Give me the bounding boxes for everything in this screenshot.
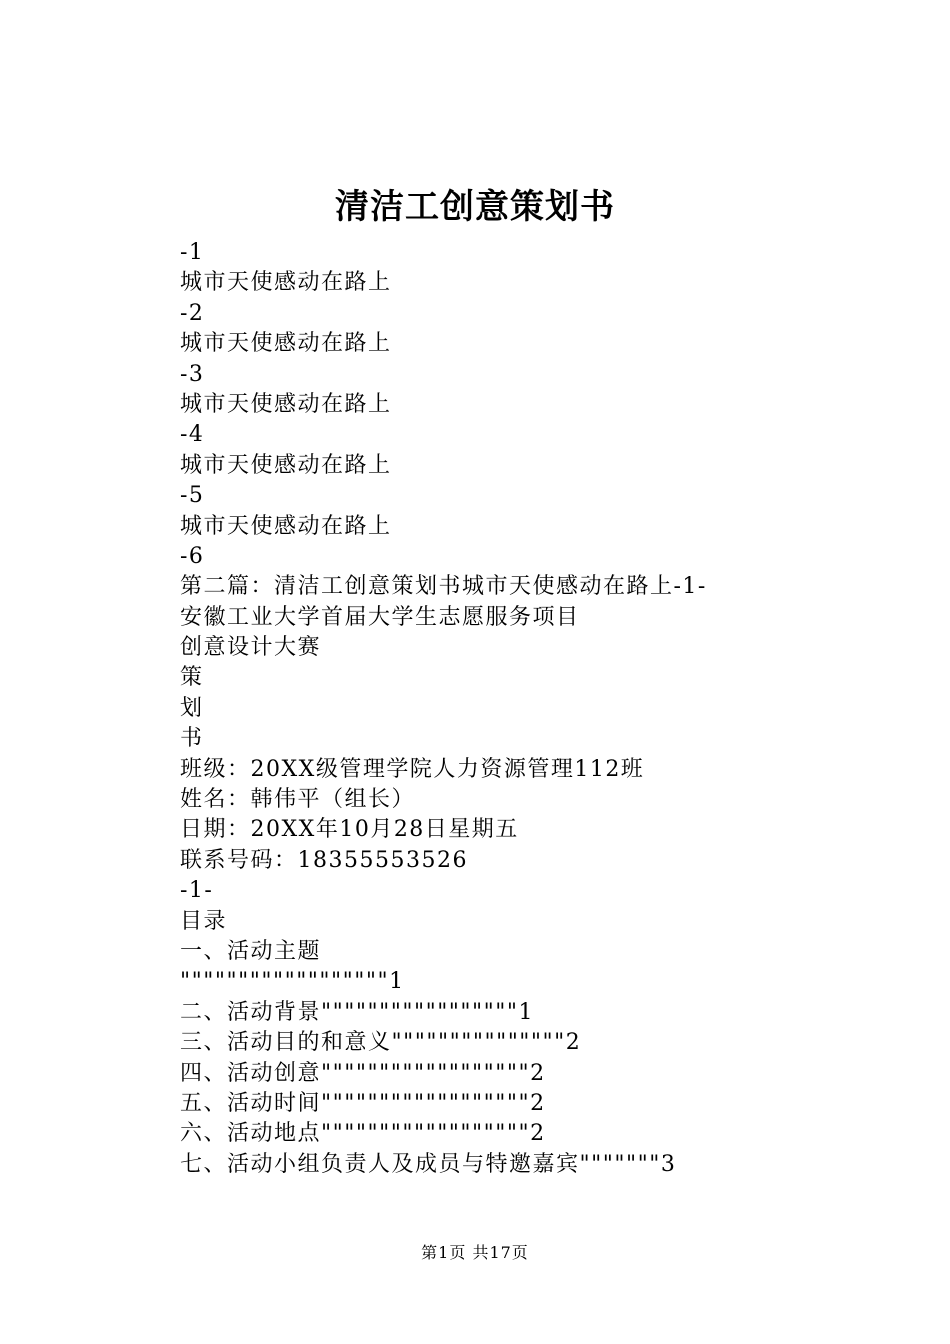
text-line: 城市天使感动在路上 (180, 513, 392, 539)
text-line: 城市天使感动在路上 (180, 270, 392, 296)
text-line: -6 (180, 543, 205, 569)
toc-entry: 六、活动地点""""""""""""""""""2 (180, 1121, 546, 1147)
text-line: 安徽工业大学首届大学生志愿服务项目 (180, 604, 580, 630)
text-line: 联系号码：18355553526 (180, 847, 468, 873)
toc-entry: 二、活动背景"""""""""""""""""1 (180, 999, 535, 1025)
text-line: 城市天使感动在路上 (180, 331, 392, 357)
text-line: -1- (180, 878, 214, 904)
toc-entry: 一、活动主题 (180, 938, 322, 964)
text-line: 日期：20XX年10月28日星期五 (180, 817, 519, 843)
text-line: 班级：20XX级管理学院人力资源管理112班 (180, 756, 645, 782)
text-line: 城市天使感动在路上 (180, 391, 392, 417)
text-line: 创意设计大赛 (180, 635, 322, 661)
text-line: 书 (180, 726, 204, 752)
toc-entry: """"""""""""""""""1 (180, 969, 405, 995)
text-line: -1 (180, 240, 205, 265)
text-line: -3 (180, 361, 205, 387)
document-body (180, 238, 880, 1180)
toc-entry: 三、活动目的和意义"""""""""""""""2 (180, 1030, 582, 1056)
toc-entry: 四、活动创意""""""""""""""""""2 (180, 1060, 546, 1086)
toc-entry: 七、活动小组负责人及成员与特邀嘉宾"""""""3 (180, 1151, 677, 1177)
text-line: -5 (180, 483, 205, 509)
text-line: -4 (180, 422, 205, 448)
text-line: 目录 (180, 908, 228, 934)
text-line: 姓名：韩伟平（组长） (180, 787, 416, 813)
toc-entry: 五、活动时间""""""""""""""""""2 (180, 1090, 546, 1116)
text-line: 第二篇：清洁工创意策划书城市天使感动在路上-1- (180, 574, 707, 600)
text-line: -2 (180, 300, 205, 326)
page-footer: 第1页 共17页 (421, 1243, 529, 1262)
text-line: 划 (180, 695, 204, 721)
text-line: 策 (180, 665, 204, 691)
document-title: 清洁工创意策划书 (335, 187, 615, 227)
text-line: 城市天使感动在路上 (180, 452, 392, 478)
